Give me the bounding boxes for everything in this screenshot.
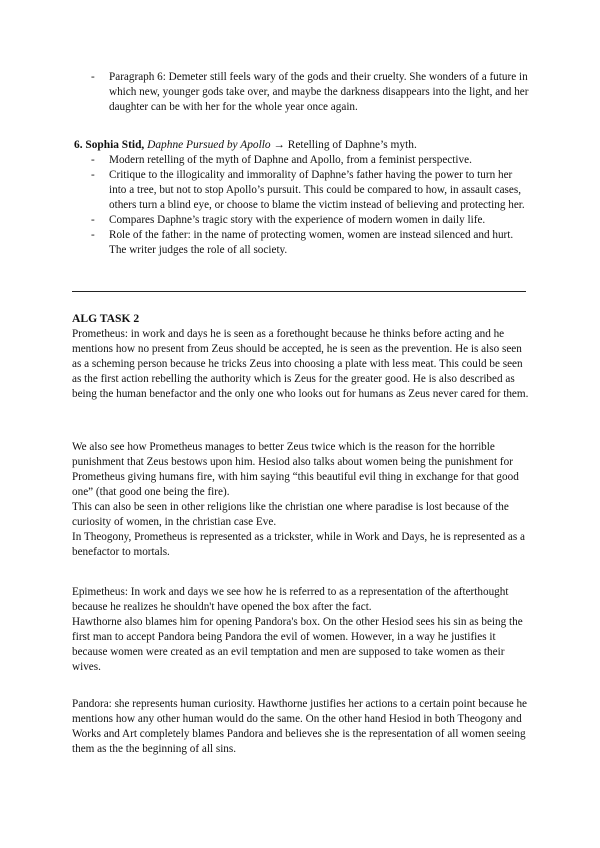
section6-bullet-list (91, 153, 531, 258)
paragraph-epimetheus: Epimetheus: In work and days we see how he is referred to as a representation of the afterthought because he realizes he shouldn't have opened the box after the fact. Hawthorne also blames him for opening Pandora's box. On the other Hesiod sees his sin as being the first man to accept Pandora being Pandora the evil of women. However, in a way he justifies it because women were created as an evil temptation and men are supposed to take women as their wives. (72, 586, 523, 673)
section6-number-author: 6. Sophia Stid, (74, 139, 145, 151)
section6-title: Daphne Pursued by Apollo (147, 139, 271, 151)
paragraph-zeus-punishment: We also see how Prometheus manages to better Zeus twice which is the reason for the horrible punishment that Zeus bestows upon him. Hesiod also talks about women being the punishment for Prometheus giving humans fire, with him saying “this beautiful evil thing in exchange for that good one” (that good one being the fire). This can also be seen in other religions like the christian one where paradise is lost because of the curiosity of women, in the christian case Eve. In Theogony, Prometheus is represented as a trickster, while in Work and Days, he is represented as a benefactor to mortals. (72, 441, 525, 558)
task-heading: ALG TASK 2 (72, 312, 140, 325)
bullet-item: - Modern retelling of the myth of Daphne and Apollo, from a feminist perspective. (91, 154, 472, 166)
section5-bullet-list (91, 70, 531, 115)
section6-heading (74, 138, 534, 153)
bullet-item: - Paragraph 6: Demeter still feels wary of the gods and their cruelty. She wonders of a future in which new, younger gods take over, and maybe the darkness disappears into the light, and her daughter can be with her for the whole year once again. (91, 71, 529, 113)
bullet-item: - Critique to the illogicality and immorality of Daphne’s father having the power to turn her into a tree, but not to stop Apollo’s pursuit. This could be compared to how, in assault cases, others turn a blind eye, or choose to blame the victim instead of believing and protecting her. (91, 169, 525, 211)
horizontal-divider (72, 291, 526, 292)
bullet-item: - Role of the father: in the name of protecting women, women are instead silenced and hurt. The writer judges the role of all society. (91, 229, 514, 256)
section6-tail: Retelling of Daphne’s myth. (287, 139, 417, 151)
paragraph-pandora: Pandora: she represents human curiosity. Hawthorne justifies her actions to a certain point because he mentions how any other human would do the same. On the other hand Hesiod in both Theogony and Works and Art completely blames Pandora and believes she is the representation of all women seeing them as the the beginning of all sins. (72, 698, 528, 755)
bullet-item: - Compares Daphne’s tragic story with the experience of modern women in daily life. (91, 214, 486, 226)
arrow-icon: → (273, 139, 285, 151)
paragraph-prometheus: Prometheus: in work and days he is seen as a forethought because he thinks before acting and he mentions how no present from Zeus should be accepted, he is seen as the prevention. He is also seen as a scheming person because he tricks Zeus into choosing a plate with less meat. This could be seen as the first action rebelling the authority which is Zeus for the greater good. He is also described as being the human benefactor and the only one who looks out for humans as Zeus never cared for them. (72, 328, 529, 400)
